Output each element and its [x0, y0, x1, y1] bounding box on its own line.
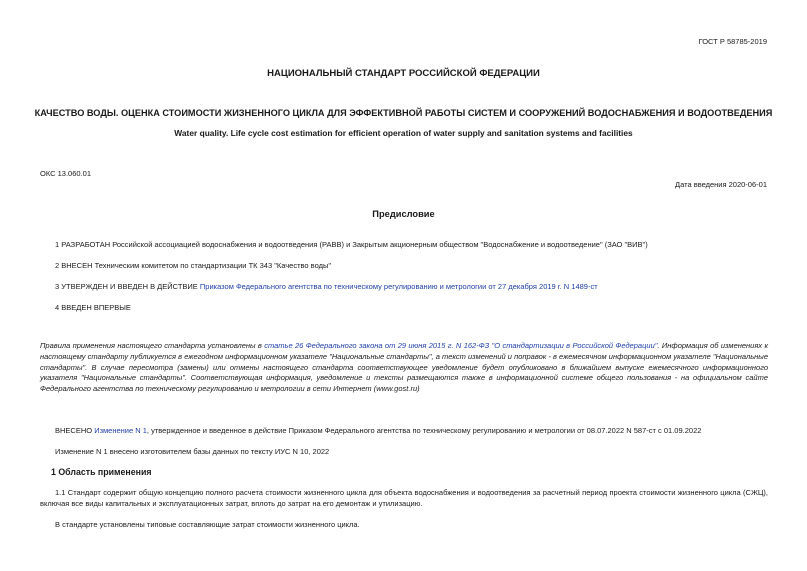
- amendment-prefix: ВНЕСЕНО: [55, 426, 95, 435]
- foreword-item-3: [55, 282, 598, 291]
- document-code: ГОСТ Р 58785-2019: [698, 37, 767, 46]
- foreword-item-4: 4 ВВЕДЕН ВПЕРВЫЕ: [55, 303, 131, 312]
- section-1-paragraph-1: 1.1 Стандарт содержит общую концепцию полного расчета стоимости жизненного цикла для объекта водоснабжения и водоотведения за расчетный период проекта стоимости жизненного цикла (СЖЦ), включая все виды капитальных и эксплуатационных затрат, вплоть до затрат на его демонтаж и утилизацию.: [40, 488, 768, 508]
- document-title-ru: КАЧЕСТВО ВОДЫ. ОЦЕНКА СТОИМОСТИ ЖИЗНЕННОГО ЦИКЛА ДЛЯ ЭФФЕКТИВНОЙ РАБОТЫ СИСТЕМ И СООРУЖЕНИЙ ВОДОСНАБЖЕНИЯ И ВОДООТВЕДЕНИЯ: [34, 108, 773, 118]
- standard-type-heading: НАЦИОНАЛЬНЫЙ СТАНДАРТ РОССИЙСКОЙ ФЕДЕРАЦИИ: [267, 68, 540, 79]
- foreword-item-3-text: 3 УТВЕРЖДЕН И ВВЕДЕН В ДЕЙСТВИЕ: [55, 282, 200, 291]
- rules-paragraph: [40, 341, 768, 395]
- intro-date: Дата введения 2020-06-01: [675, 180, 767, 189]
- document-title-en: Water quality. Life cycle cost estimation for efficient operation of water supply and sanitation systems and facilities: [174, 128, 633, 138]
- amendment-suffix: , утвержденное и введенное в действие Приказом Федерального агентства по техническому регулированию и метрологии от 08.07.2022 N 587-ст с 01.09.2022: [146, 426, 702, 435]
- federal-law-link[interactable]: статье 26 Федерального закона от 29 июня 2015 г. N 162-ФЗ "О стандартизации в Российской Федерации": [264, 341, 658, 350]
- amendment-note: Изменение N 1 внесено изготовителем базы данных по тексту ИУС N 10, 2022: [55, 447, 330, 456]
- foreword-heading: Предисловие: [372, 209, 435, 219]
- amendment-link[interactable]: Изменение N 1: [94, 426, 147, 435]
- section-1-paragraph-2: В стандарте установлены типовые составляющие затрат стоимости жизненного цикла.: [55, 520, 360, 529]
- rules-text-suffix: . Информация об изменениях к настоящему стандарту публикуется в ежегодном информационном указателе "Национальные стандарты", а текст изменений и поправок - в ежемесячном информационном указателе "Национальные стандарты". В случае пересмотра (замены) или отмены настоящего стандарта соответствующее уведомление будет опубликовано в ближайшем выпуске ежемесячного информационного указателя "Национальные стандарты". Соответствующая информация, уведомление и тексты размещаются также в информационной системе общего пользования - на официальном сайте Федерального агентства по техническому регулированию и метрологии в сети Интернет (www.gost.ru): [40, 341, 768, 394]
- amendment-line: [55, 426, 701, 435]
- order-link[interactable]: Приказом Федерального агентства по техническому регулированию и метрологии от 27 декабря 2019 г. N 1489-ст: [199, 282, 598, 291]
- section-1-heading: 1 Область применения: [51, 467, 152, 477]
- rules-text-prefix: Правила применения настоящего стандарта установлены в: [40, 341, 265, 350]
- oks-code: ОКС 13.060.01: [40, 169, 91, 178]
- foreword-item-1: 1 РАЗРАБОТАН Российской ассоциацией водоснабжения и водоотведения (РАВВ) и Закрытым акционерным обществом "Водоснабжение и водоотведение" (ЗАО "ВИВ"): [55, 240, 648, 249]
- foreword-item-2: 2 ВНЕСЕН Техническим комитетом по стандартизации ТК 343 "Качество воды": [55, 261, 331, 270]
